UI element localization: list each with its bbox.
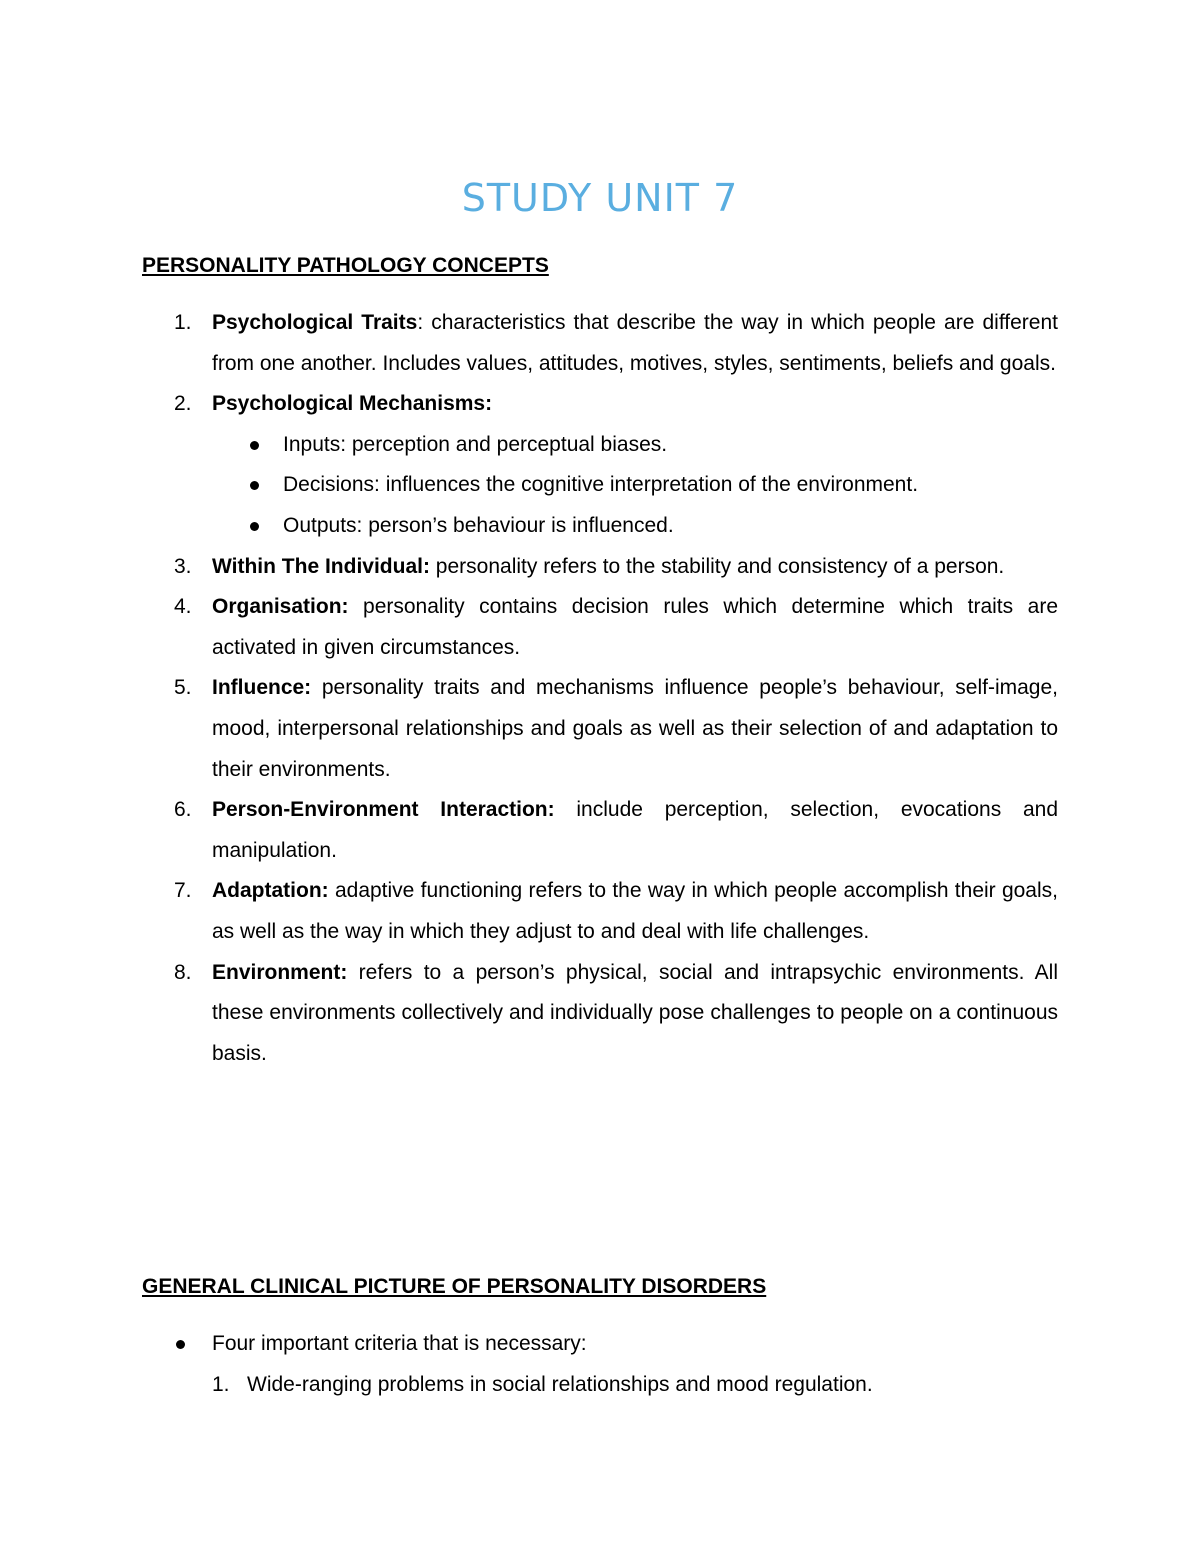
- bullet-text: Four important criteria that is necessary:: [212, 1332, 587, 1355]
- mechanisms-bullet-list: [212, 425, 1058, 547]
- bullet-icon: [176, 1340, 185, 1349]
- bullet-item: [212, 465, 1058, 506]
- clinical-picture-list: [142, 1324, 1058, 1405]
- criteria-list: [212, 1365, 1058, 1406]
- bullet-icon: [250, 441, 259, 450]
- bullet-icon: [250, 522, 259, 531]
- bullet-text: Inputs: perception and perceptual biases.: [283, 432, 668, 456]
- list-item: [142, 303, 1058, 384]
- item-number: 5.: [174, 676, 192, 700]
- item-term: Organisation:: [212, 595, 349, 619]
- bullet-item: [212, 506, 1058, 547]
- item-text: adaptive functioning refers to the way in which people accomplish their goals, as well as the way in which they adjust to and deal with life challenges.: [212, 879, 1058, 943]
- list-item: [142, 668, 1058, 790]
- item-number: 1.: [212, 1372, 230, 1396]
- bullet-text: Decisions: influences the cognitive interpretation of the environment.: [283, 473, 919, 497]
- list-item: [142, 547, 1058, 588]
- item-term: Adaptation:: [212, 879, 329, 903]
- item-number: 8.: [174, 960, 192, 984]
- item-number: 3.: [174, 554, 192, 578]
- item-text: personality traits and mechanisms influence people’s behaviour, self-image, mood, interpersonal relationships and goals as well as their selection of and adaptation to their environments.: [212, 676, 1058, 781]
- item-text: personality refers to the stability and consistency of a person.: [429, 554, 1005, 578]
- item-number: 1.: [174, 311, 192, 334]
- item-number: 7.: [174, 879, 192, 903]
- item-term: Psychological Mechanisms:: [212, 392, 493, 416]
- item-term: Influence:: [212, 676, 312, 700]
- list-item: [142, 587, 1058, 668]
- item-number: 6.: [174, 798, 192, 822]
- section-heading-clinical-picture: GENERAL CLINICAL PICTURE OF PERSONALITY DISORDERS: [142, 1275, 767, 1298]
- list-item: [142, 790, 1058, 871]
- item-number: 4.: [174, 595, 192, 619]
- list-item: [142, 384, 1058, 546]
- bullet-icon: [250, 481, 259, 490]
- list-item: [212, 1365, 1058, 1406]
- concepts-list: [142, 303, 1058, 1074]
- item-number: 2.: [174, 392, 192, 416]
- document-title: STUDY UNIT 7: [461, 176, 739, 220]
- item-text: refers to a person’s physical, social and intrapsychic environments. All these environments collectively and individually pose challenges to people on a continuous basis.: [212, 960, 1058, 1065]
- bullet-text: Outputs: person’s behaviour is influenced.: [283, 513, 674, 537]
- item-term: Psychological Traits: [212, 311, 418, 334]
- item-term: Person-Environment Interaction:: [212, 798, 555, 822]
- item-text: : characteristics that describe the way in which people are different from one another. Includes values, attitudes, motives, styles, sentiments, beliefs and goals.: [212, 311, 1058, 375]
- item-text: include perception, selection, evocations and manipulation.: [212, 798, 1058, 862]
- bullet-item: [212, 425, 1058, 466]
- section-heading-personality-pathology: PERSONALITY PATHOLOGY CONCEPTS: [142, 254, 549, 277]
- item-term: Within The Individual:: [212, 554, 430, 578]
- list-item: [142, 953, 1058, 1075]
- item-text: personality contains decision rules which determine which traits are activated in given circumstances.: [212, 595, 1058, 659]
- bullet-item: [142, 1324, 1058, 1405]
- list-item: [142, 871, 1058, 952]
- item-term: Environment:: [212, 960, 348, 984]
- item-text: Wide-ranging problems in social relationships and mood regulation.: [247, 1372, 873, 1396]
